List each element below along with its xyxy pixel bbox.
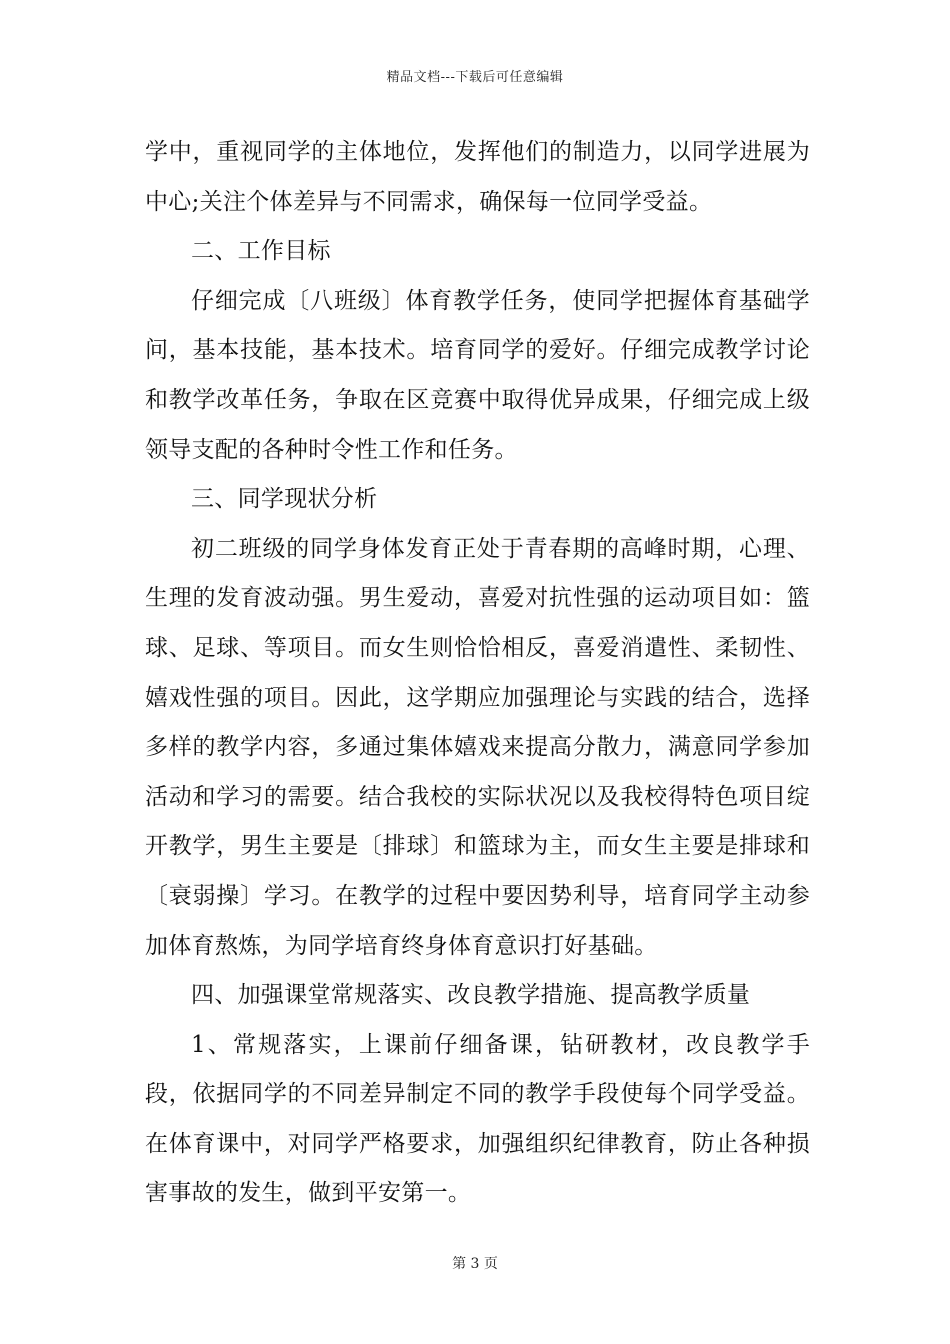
paragraph-student-analysis: 初二班级的同学身体发育正处于青春期的高峰时期，心理、生理的发育波动强。男生爱动，喜爱对抗性强的运动项目如：篮球、足球、等项目。而女生则恰恰相反，喜爱消遣性、柔韧性、嬉戏性强的项目。因此，这学期应加强理论与实践的结合，选择多样的教学内容，多通过集体嬉戏来提高分散力，满意同学参加活动和学习的需要。结合我校的实际状况以及我校得特色项目绽开教学，男生主要是〔排球〕和篮球为主，而女生主要是排球和〔衰弱操〕学习。在教学的过程中要因势利导，培育同学主动参加体育熬炼，为同学培育终身体育意识打好基础。 (145, 535, 810, 959)
page-header: 精品文档---下载后可任意编辑 (386, 70, 564, 85)
document-body (145, 128, 810, 1219)
paragraph-routine-implementation: 1、常规落实，上课前仔细备课，钻研教材，改良教学手段，依据同学的不同差异制定不同的教学手段使每个同学受益。在体育课中，对同学严格要求，加强组织纪律教育，防止各种损害事故的发生，做到平安第一。 (145, 1031, 810, 1207)
page-number: 第 3 页 (452, 1256, 498, 1272)
section-heading-classroom-routine: 四、加强课堂常规落实、改良教学措施、提高教学质量 (191, 982, 751, 1009)
section-heading-student-analysis: 三、同学现状分析 (191, 486, 378, 513)
paragraph-work-goals: 仔细完成〔八班级〕体育教学任务，使同学把握体育基础学问，基本技能，基本技术。培育同学的爱好。仔细完成教学讨论和教学改革任务，争取在区竞赛中取得优异成果，仔细完成上级领导支配的各种时令性工作和任务。 (145, 287, 810, 463)
section-heading-work-goals: 二、工作目标 (191, 238, 331, 265)
paragraph-continuation: 学中，重视同学的主体地位，发挥他们的制造力，以同学进展为中心;关注个体差异与不同需求，确保每一位同学受益。 (145, 139, 810, 215)
